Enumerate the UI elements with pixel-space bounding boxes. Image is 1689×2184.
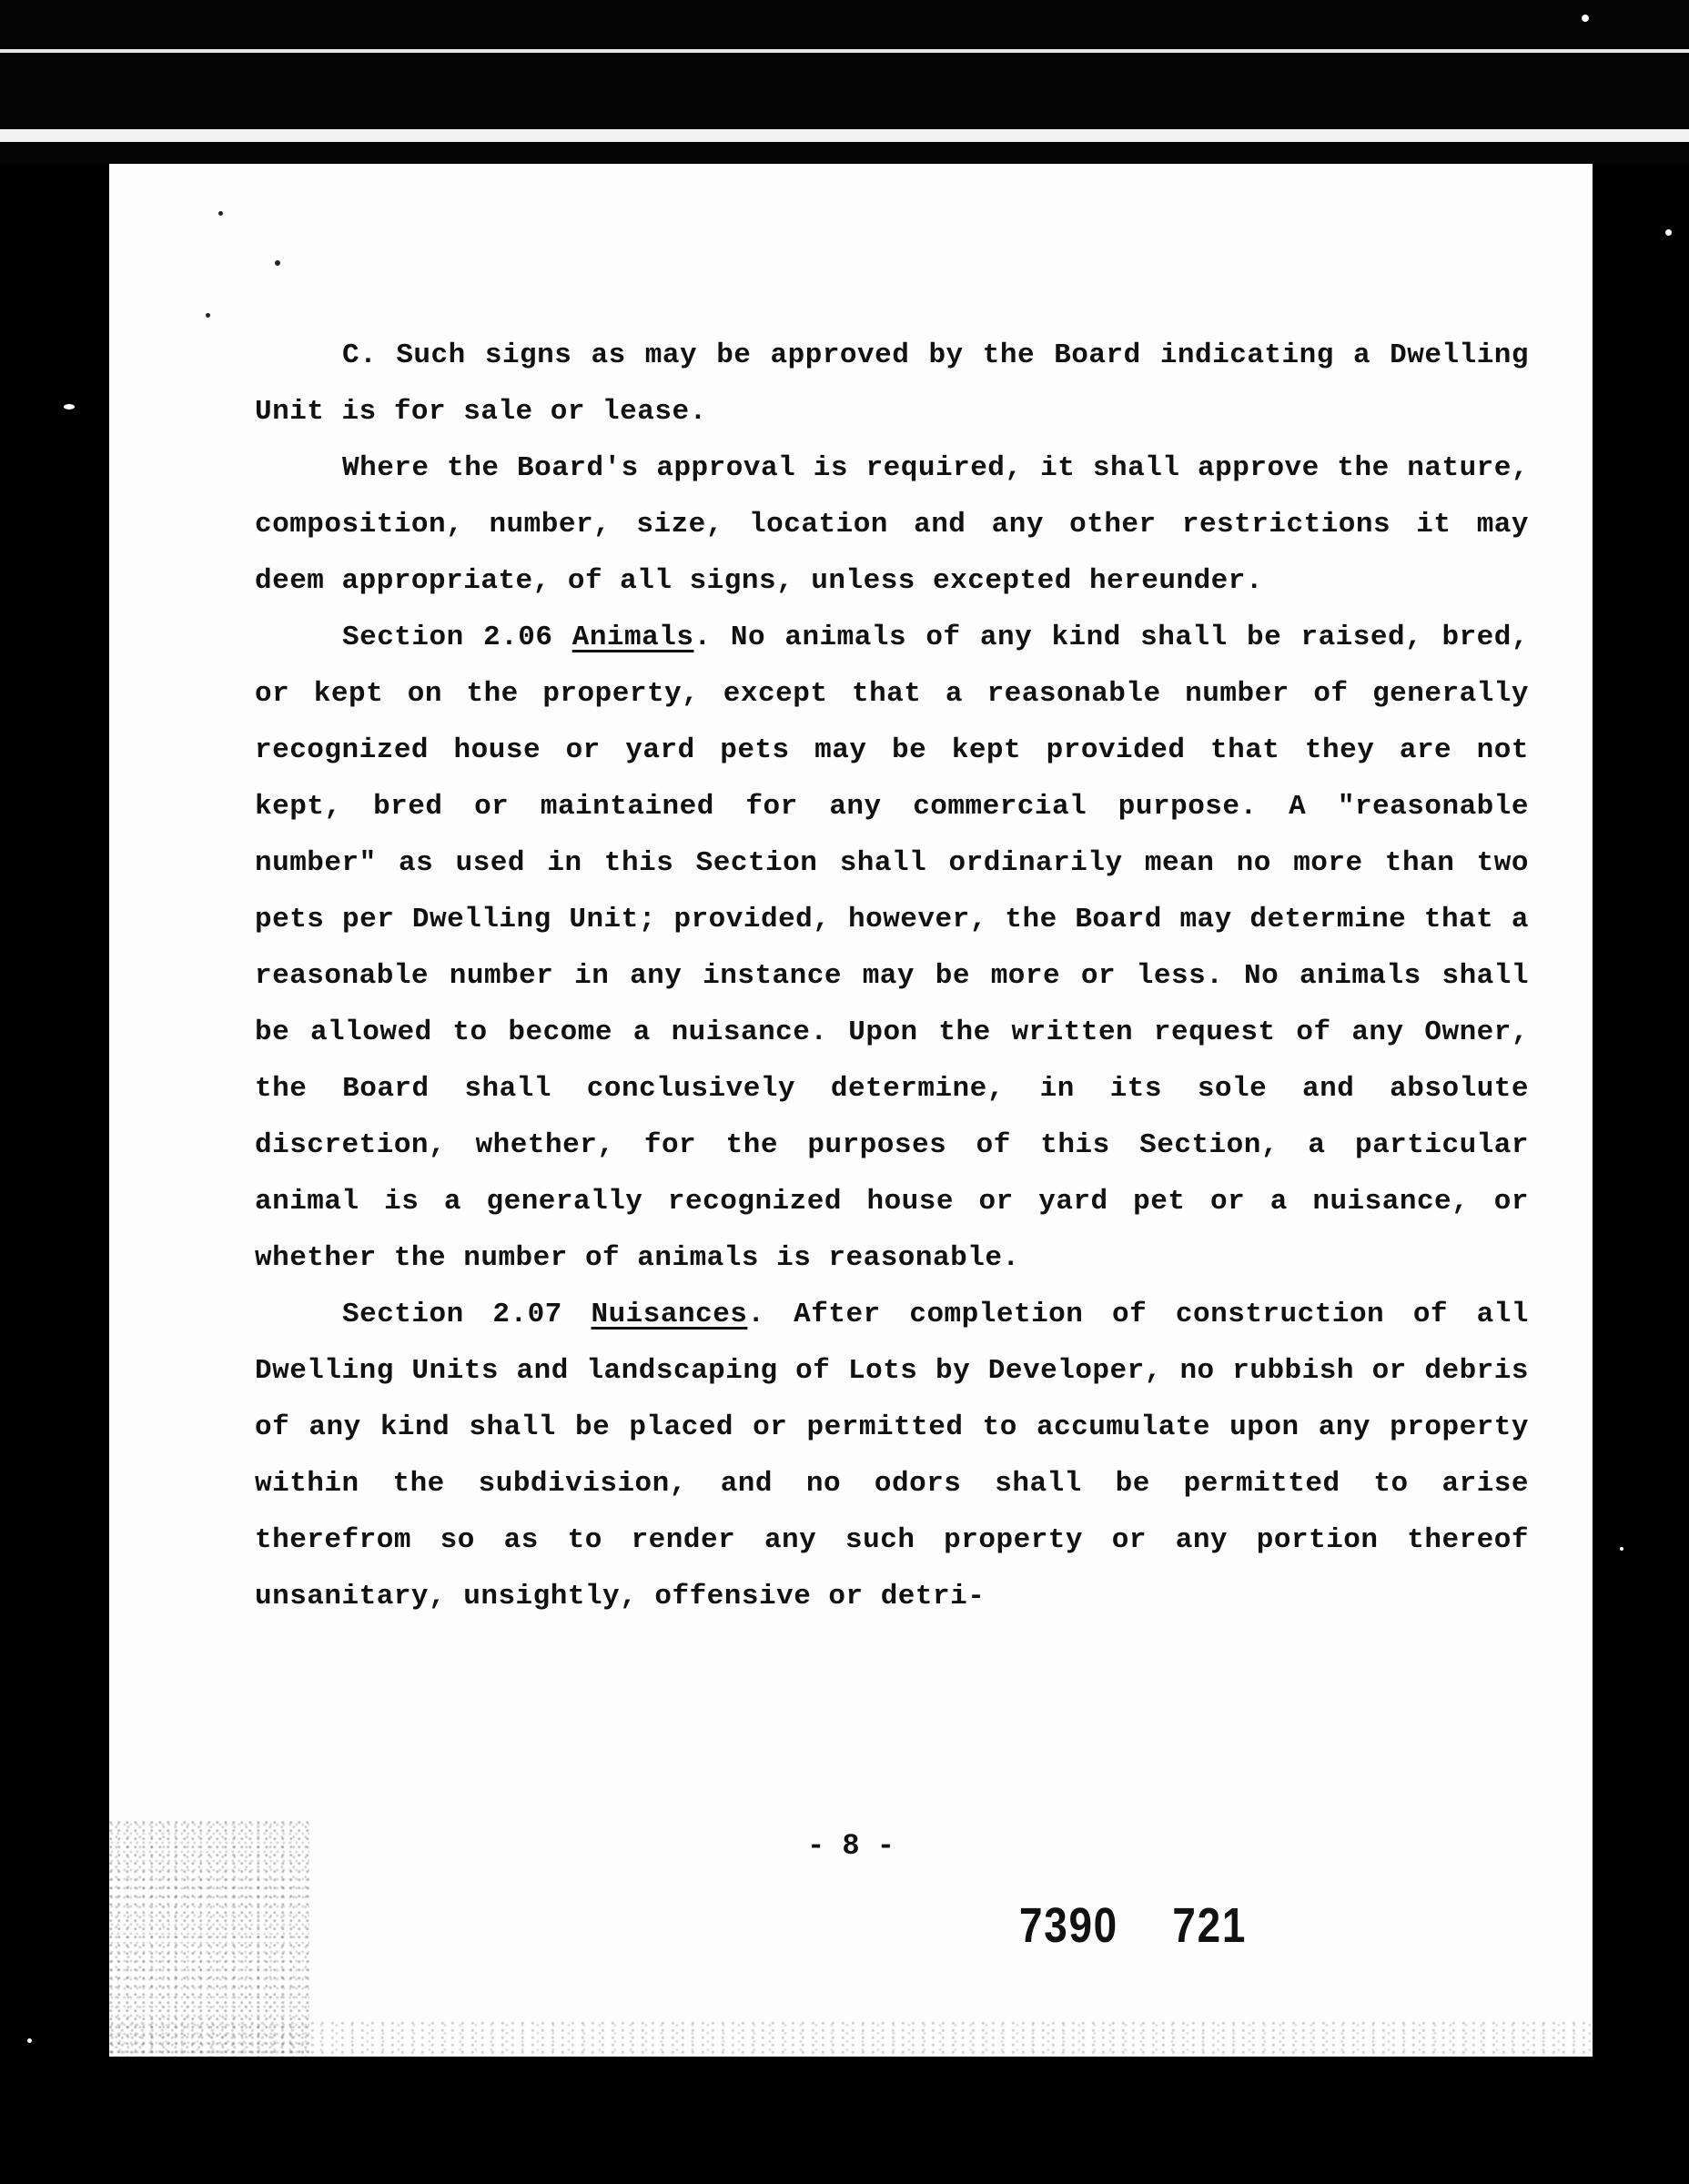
paragraph-text: . No animals of any kind shall be raised, bred, or kept on the property, except that a reasonable number of generally recognized house or yard pets may be kept provided that they are not kept, bred or maintained for any commercial purpose. A "reasonable number" as used in this Section shall ordinarily mean no more than two pets per Dwelling Unit; provided, however, the Board may determine that a reasonable number in any instance may be more or less. No animals shall be allowed to become a nuisance. Upon the written request of any Owner, the Board shall conclusively determine, in its sole and absolute discretion, whether, for the purposes of this Section, a particular animal is a generally recognized house or yard pet or a nuisance, or whether the number of animals is reasonable. [255,622,1529,1274]
document-body [255,328,1529,1625]
scan-speck [1665,229,1672,236]
section-heading-nuisances: Nuisances [591,1299,748,1330]
paragraph-board-approval [255,440,1529,610]
paragraph-section-2-07 [255,1287,1529,1625]
section-heading-animals: Animals [571,622,694,653]
section-number: Section 2.07 [342,1299,592,1330]
scan-speck [27,2038,32,2043]
scan-speck [218,211,223,216]
scan-speck [1582,15,1589,22]
document-reference-number [1019,1897,1301,1954]
document-page [109,164,1593,2057]
page-number: - 8 - [806,1829,895,1863]
scan-speck [1620,1547,1623,1551]
scan-speck [206,313,210,318]
section-number: Section 2.06 [342,622,572,653]
paragraph-text: C. Such signs as may be approved by the Board indicating a Dwelling Unit is for sale or lease. [255,339,1529,428]
scan-top-rule [0,49,1689,53]
paragraph-text: Where the Board's approval is required, it shall approve the nature, composition, number, size, location and any other restrictions it may deem appropriate, of all signs, unless excepted hereunder. [255,452,1529,597]
paragraph-signs-c [255,328,1529,440]
reference-book: 7390 [1019,1898,1118,1953]
paragraph-section-2-06 [255,610,1529,1287]
reference-page: 721 [1172,1898,1248,1953]
scan-speck [64,404,75,410]
scan-speck [275,260,280,266]
paragraph-text: . After completion of construction of all Dwelling Units and landscaping of Lots by Developer, no rubbish or debris of any kind shall be placed or permitted to accumulate upon any property within the subdivision, and no odors shall be permitted to arise therefrom so as to render any such property or any portion thereof unsanitary, unsightly, offensive or detri- [255,1299,1529,1613]
scan-top-band [0,129,1689,142]
scan-noise-bottom [109,2020,1593,2057]
